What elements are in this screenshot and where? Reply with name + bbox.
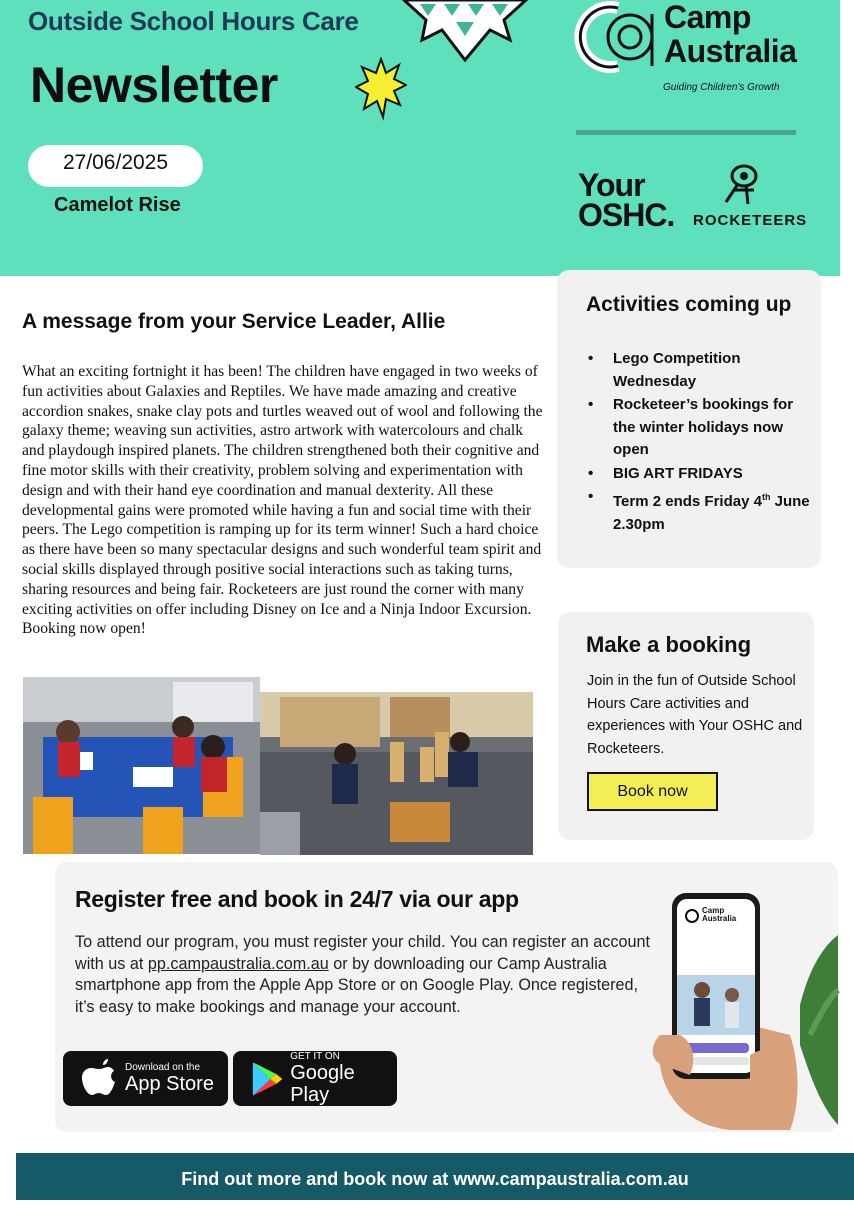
list-item: • Rocketeer’s bookings for the winter holidays now open <box>586 394 816 462</box>
rocketeer-figure-icon <box>718 162 762 206</box>
message-body: What an exciting fortnight it has been! The children have engaged in two weeks of fun activities about Galaxies and Reptiles. We have made amazing and creative accordion snakes, snake clay pots and turtles weaved out of wool and following the galaxy theme; weaving sun activities, astro artwork with watercolours and chalk and playdough inspired planets. The children strengthened both their cognitive and fine motor skills with their creativity, problem solving and experimentation with design and with their hand eye coordination and manual dexterity. All these developmental gains were promoted while having a fun and social time with their peers. The Lego competition is ramping up for its term winner! Such a hard choice as there have been so many spectacular designs and such wonderful team spirit and social skills displayed through positive social interactions such as taking turns, sharing resources and being fair. Rocketeers are just round the corner with many exciting activities on offer including Disney on Ice and a Ninja Indoor Excursion. Booking now open! <box>22 363 543 638</box>
app-description: To attend our program, you must register your child. You can register an account with us at pp.campaustralia.com.au or by downloading our Camp Australia smartphone app from the Apple App Store or on Google Play. Once registered, it’s easy to make bookings and manage your account. <box>75 933 650 1016</box>
book-now-button[interactable]: Book now <box>587 772 718 811</box>
children-craft-table-photo <box>23 677 260 854</box>
apple-icon <box>77 1059 121 1099</box>
rocketeers-logo: ROCKETEERS <box>693 212 808 229</box>
phone-brand-line1: Camp <box>702 906 725 915</box>
app-heading: Register free and book in 24/7 via our app <box>75 886 519 912</box>
booking-title: Make a booking <box>586 632 752 657</box>
camp-australia-logo-icon <box>572 0 664 74</box>
list-item: • BIG ART FRIDAYS <box>586 463 816 486</box>
bunting-decoration <box>400 0 530 62</box>
newsletter-kicker: Outside School Hours Care <box>28 6 359 36</box>
google-play-icon <box>247 1060 286 1098</box>
camp-australia-logo-text: Camp Australia <box>664 0 797 69</box>
activities-list <box>586 348 816 537</box>
booking-description: Join in the fun of Outside School Hours Care activities and experiences with Your OSHC and Rocketeers. <box>587 673 803 757</box>
phone-in-hand-illustration <box>650 885 840 1135</box>
location-label: Camelot Rise <box>54 194 181 216</box>
phone-brand-line2: Australia <box>702 914 737 923</box>
activities-title: Activities coming up <box>586 293 792 316</box>
newsletter-title: Newsletter <box>30 57 278 113</box>
date-badge: 27/06/2025 <box>28 145 203 187</box>
children-lego-building-photo <box>260 692 533 855</box>
your-oshc-logo: Your OSHC. <box>578 167 675 233</box>
message-heading: A message from your Service Leader, Allie <box>22 310 446 333</box>
brand-tagline: Guiding Children's Growth <box>663 82 780 93</box>
list-item: • Lego Competition Wednesday <box>586 348 816 393</box>
parent-portal-link[interactable]: pp.campaustralia.com.au <box>147 954 329 973</box>
app-store-button[interactable]: Download on the App Store <box>63 1051 228 1106</box>
star-burst-icon <box>355 57 407 121</box>
header-divider <box>576 130 796 135</box>
google-play-button[interactable]: GET IT ON Google Play <box>233 1051 397 1106</box>
list-item: • Term 2 ends Friday 4th June 2.30pm <box>586 486 816 536</box>
footer-cta-link[interactable]: Find out more and book now at www.campaustralia.com.au <box>181 1169 689 1189</box>
